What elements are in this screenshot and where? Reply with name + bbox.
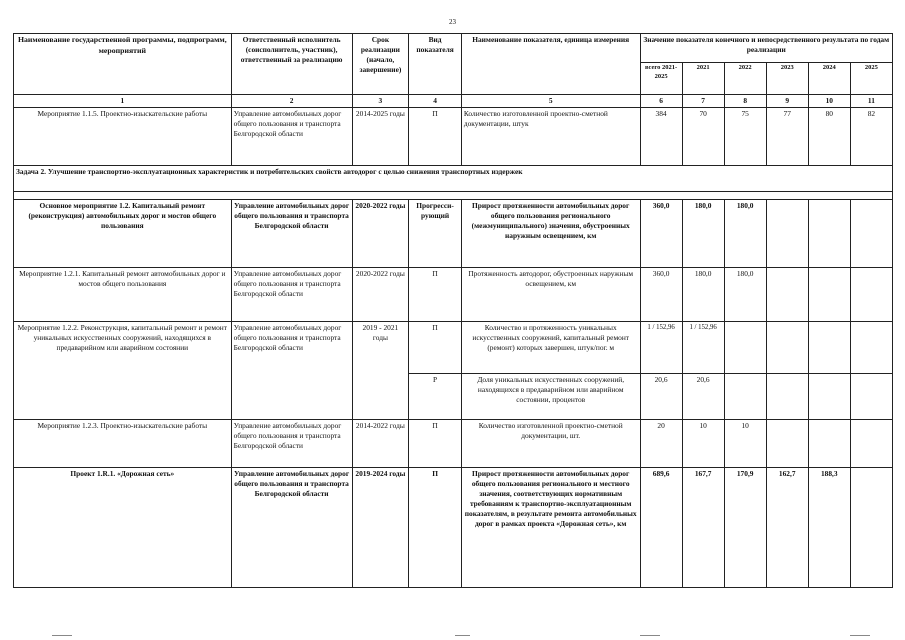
row-name: Мероприятие 1.2.3. Проектно-изыскательские работы [14, 419, 232, 467]
column-number: 5 [461, 95, 640, 108]
row-name: Мероприятие 1.2.2. Реконструкция, капитальный ремонт и ремонт уникальных искусственных сооружений, находящихся в предаварийном или аварийном состоянии [14, 321, 232, 419]
row-name: Мероприятие 1.2.1. Капитальный ремонт автомобильных дорог и мостов общего пользования [14, 267, 232, 321]
header-term: Срок реализации (начало, завершение) [352, 34, 409, 95]
row-executor: Управление автомобильных дорог общего пользования и транспорта Белгородской области [231, 321, 352, 419]
header-indicator: Наименование показателя, единица измерения [461, 34, 640, 95]
header-year: 2024 [808, 63, 850, 95]
task-2-heading: Задача 2. Улучшение транспортно-эксплуатационных характеристик и потребительских свойств автодорог с целью снижения транспортных издержек [14, 165, 893, 191]
row-value [850, 267, 892, 321]
row-value: 360,0 [640, 267, 682, 321]
row-name: Мероприятие 1.1.5. Проектно-изыскательские работы [14, 107, 232, 165]
row-term: 2019-2024 годы [352, 467, 409, 587]
row-indicator: Протяженность автодорог, обустроенных наружным освещением, км [461, 267, 640, 321]
row-type: П [409, 467, 462, 587]
spacer-row [14, 191, 893, 199]
row-value: 180,0 [724, 199, 766, 267]
row-term: 2014-2025 годы [352, 107, 409, 165]
row-indicator: Доля уникальных искусственных сооружений, находящихся в предаварийном или аварийном состоянии, процентов [461, 373, 640, 419]
row-value: 167,7 [682, 467, 724, 587]
row-indicator: Прирост протяженности автомобильных дорог общего пользования регионального и местного значения, соответствующих нормативным требованиям к транспортно-эксплуатационным показателям, в результате ремонта автомобильных дорог в рамках проекта «Дорожная сеть», км [461, 467, 640, 587]
row-type: Прогресси-рующий [409, 199, 462, 267]
row-value [766, 373, 808, 419]
task-row [14, 165, 893, 191]
row-term: 2020-2022 годы [352, 267, 409, 321]
table-row [14, 321, 893, 373]
table-row [14, 467, 893, 587]
header-year: 2022 [724, 63, 766, 95]
row-type: П [409, 107, 462, 165]
table-row [14, 419, 893, 467]
header-row [14, 34, 893, 63]
row-value: 20,6 [682, 373, 724, 419]
row-executor: Управление автомобильных дорог общего пользования и транспорта Белгородской области [231, 467, 352, 587]
row-name: Проект 1.R.1. «Дорожная сеть» [14, 467, 232, 587]
row-value: 188,3 [808, 467, 850, 587]
row-value: 82 [850, 107, 892, 165]
column-number: 1 [14, 95, 232, 108]
row-value: 384 [640, 107, 682, 165]
row-value [850, 321, 892, 373]
table-row [14, 267, 893, 321]
column-numbers-row [14, 95, 893, 108]
row-type: П [409, 267, 462, 321]
row-value [850, 419, 892, 467]
row-value: 180,0 [682, 199, 724, 267]
scan-artifact [52, 635, 72, 636]
page-number: 23 [449, 18, 456, 26]
header-type: Вид показателя [409, 34, 462, 95]
row-indicator: Количество изготовленной проектно-сметной документации, штук [461, 107, 640, 165]
row-value [766, 321, 808, 373]
row-value [850, 199, 892, 267]
row-executor: Управление автомобильных дорог общего пользования и транспорта Белгородской области [231, 199, 352, 267]
table-row [14, 199, 893, 267]
header-year: 2023 [766, 63, 808, 95]
header-year: 2021 [682, 63, 724, 95]
row-indicator: Прирост протяженности автомобильных дорог общего пользования регионального (межмуниципального) значения, обустроенных наружным освещением, км [461, 199, 640, 267]
column-number: 4 [409, 95, 462, 108]
row-value [766, 267, 808, 321]
row-value [808, 373, 850, 419]
row-value: 10 [682, 419, 724, 467]
indicators-table [13, 33, 893, 588]
header-total: всего 2021-2025 [640, 63, 682, 95]
header-year: 2025 [850, 63, 892, 95]
column-number: 6 [640, 95, 682, 108]
row-value: 10 [724, 419, 766, 467]
row-type: Р [409, 373, 462, 419]
row-value [724, 321, 766, 373]
row-value: 1 / 152,96 [682, 321, 724, 373]
row-type: П [409, 321, 462, 373]
row-value: 360,0 [640, 199, 682, 267]
column-number: 10 [808, 95, 850, 108]
table-row [14, 107, 893, 165]
scan-artifact [850, 635, 870, 636]
row-term: 2019 - 2021 годы [352, 321, 409, 419]
row-value [766, 419, 808, 467]
row-indicator: Количество изготовленной проектно-сметной документации, шт. [461, 419, 640, 467]
row-value: 20,6 [640, 373, 682, 419]
row-name: Основное мероприятие 1.2. Капитальный ремонт (реконструкция) автомобильных дорог и мостов общего пользования [14, 199, 232, 267]
row-value: 80 [808, 107, 850, 165]
row-value: 1 / 152,96 [640, 321, 682, 373]
column-number: 2 [231, 95, 352, 108]
header-name: Наименование государственной программы, подпрограмм, мероприятий [14, 34, 232, 95]
row-executor: Управление автомобильных дорог общего пользования и транспорта Белгородской области [231, 419, 352, 467]
column-number: 11 [850, 95, 892, 108]
row-term: 2014-2022 годы [352, 419, 409, 467]
row-value: 75 [724, 107, 766, 165]
row-value: 162,7 [766, 467, 808, 587]
row-executor: Управление автомобильных дорог общего пользования и транспорта Белгородской области [231, 107, 352, 165]
scan-artifact [455, 635, 470, 636]
row-value [808, 199, 850, 267]
row-value [724, 373, 766, 419]
row-value: 689,6 [640, 467, 682, 587]
row-value [766, 199, 808, 267]
column-number: 8 [724, 95, 766, 108]
row-value [850, 467, 892, 587]
column-number: 3 [352, 95, 409, 108]
header-executor: Ответственный исполнитель (соисполнитель, участник), ответственный за реализацию [231, 34, 352, 95]
header-values-group: Значение показателя конечного и непосредственного результата по годам реализации [640, 34, 892, 63]
row-value [808, 419, 850, 467]
row-value: 77 [766, 107, 808, 165]
row-value: 180,0 [682, 267, 724, 321]
row-value: 70 [682, 107, 724, 165]
row-value: 170,9 [724, 467, 766, 587]
column-number: 9 [766, 95, 808, 108]
row-type: П [409, 419, 462, 467]
row-value: 20 [640, 419, 682, 467]
column-number: 7 [682, 95, 724, 108]
row-value: 180,0 [724, 267, 766, 321]
row-indicator: Количество и протяженность уникальных искусственных сооружений, капитальный ремонт (ремонт) которых завершен, штук/пог. м [461, 321, 640, 373]
row-value [808, 321, 850, 373]
row-value [808, 267, 850, 321]
row-term: 2020-2022 годы [352, 199, 409, 267]
row-value [850, 373, 892, 419]
scan-artifact [640, 635, 660, 636]
row-executor: Управление автомобильных дорог общего пользования и транспорта Белгородской области [231, 267, 352, 321]
